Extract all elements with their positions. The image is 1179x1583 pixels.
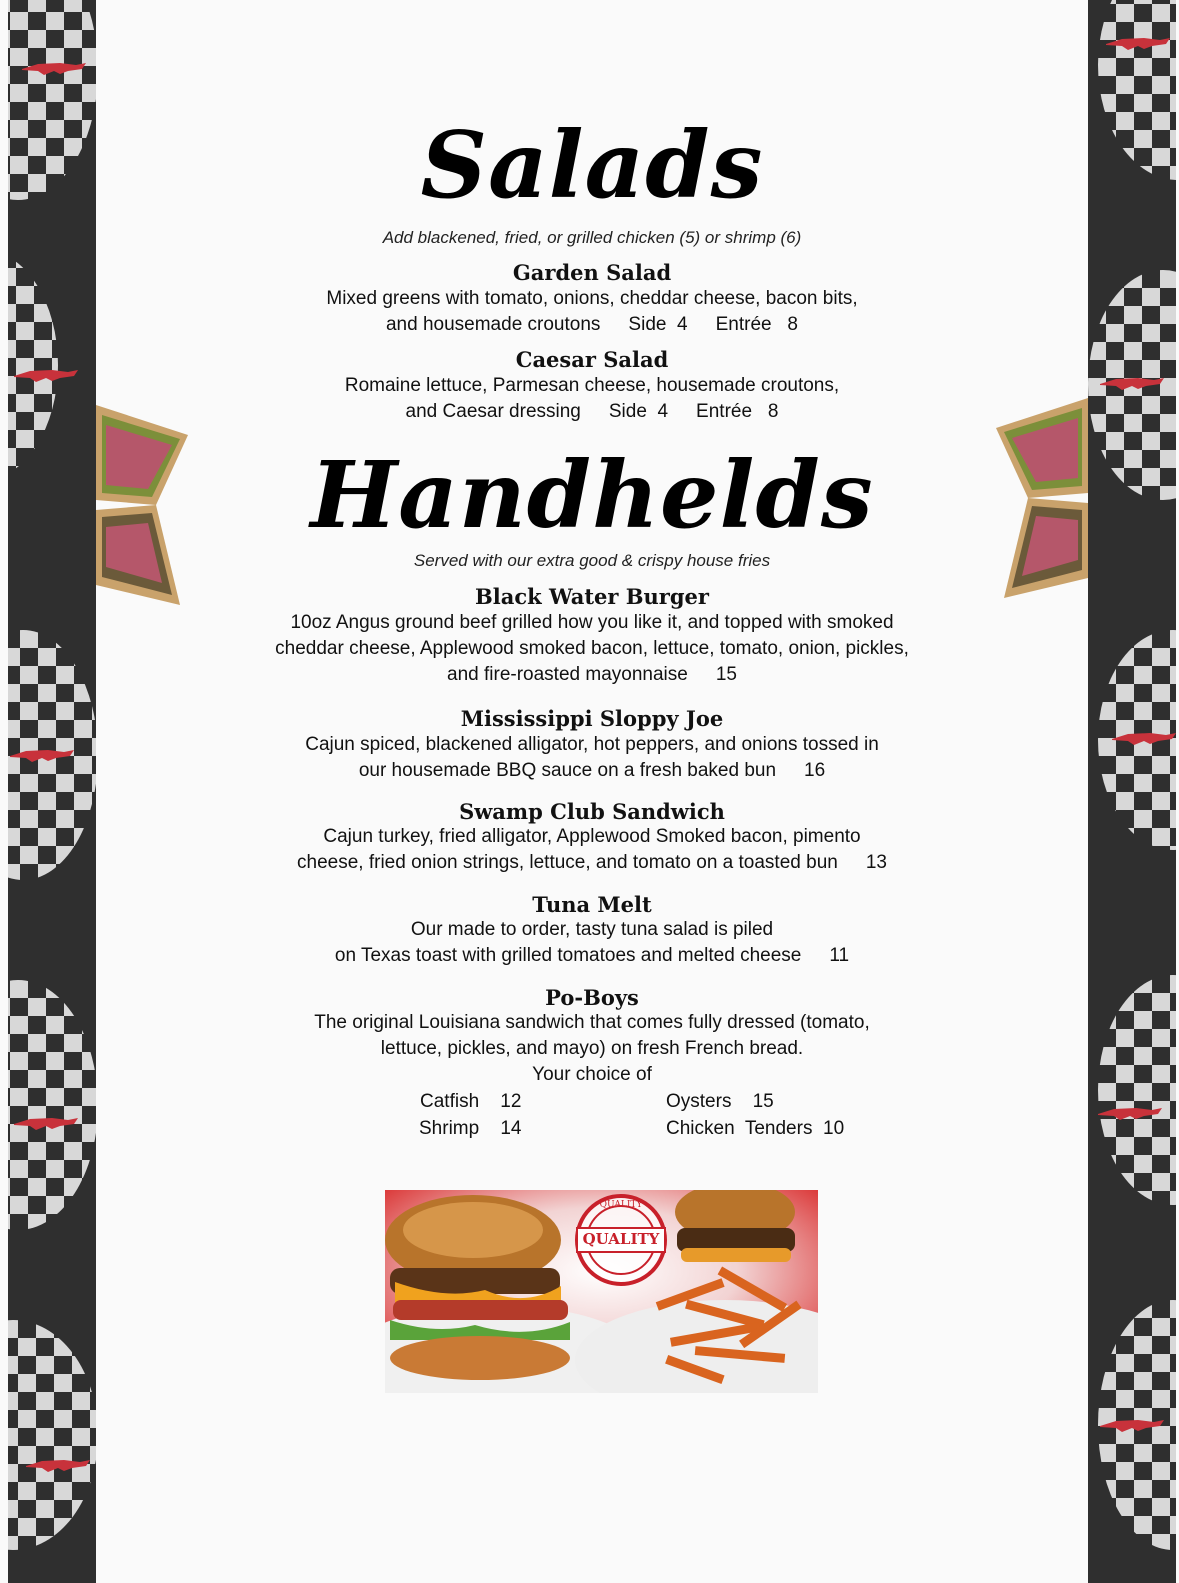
tuna-melt-desc-2: on Texas toast with grilled tomatoes and melted cheese 11 bbox=[334, 945, 850, 966]
side-price: 4 bbox=[677, 314, 688, 335]
checker-circle bbox=[1098, 975, 1176, 1205]
black-water-burger-desc-1: 10oz Angus ground beef grilled how you like it, and topped with smoked bbox=[290, 612, 894, 633]
checker-circle bbox=[8, 0, 96, 200]
po-boys-desc-1: The original Louisiana sandwich that comes fully dressed (tomato, bbox=[314, 1012, 870, 1033]
side-label: Side bbox=[628, 314, 667, 335]
tuna-melt-name: Tuna Melt bbox=[532, 892, 652, 917]
black-water-burger-name: Black Water Burger bbox=[475, 584, 709, 609]
swamp-club-desc-1: Cajun turkey, fried alligator, Applewood Smoked bacon, pimento bbox=[323, 826, 861, 847]
quality-stamp-text: QUALITY bbox=[582, 1230, 660, 1248]
quality-stamp-ring-text: QUALITY bbox=[599, 1200, 643, 1210]
caesar-salad-desc-2: and Caesar dressing Side 4 Entrée 8 bbox=[405, 401, 779, 422]
caesar-salad-desc-1: Romaine lettuce, Parmesan cheese, housemade croutons, bbox=[344, 375, 840, 396]
burger-photo bbox=[385, 1190, 818, 1393]
caesar-salad-name: Caesar Salad bbox=[515, 347, 669, 372]
item-price: 13 bbox=[865, 852, 887, 873]
salads-heading: Salads bbox=[420, 111, 764, 219]
tuna-melt-desc-1: Our made to order, tasty tuna salad is piled bbox=[410, 919, 774, 940]
sloppy-joe-desc-2: our housemade BBQ sauce on a fresh baked bun 16 bbox=[358, 760, 826, 781]
side-label: Side bbox=[608, 401, 647, 422]
alligator-icon bbox=[24, 1452, 92, 1476]
po-boys-name: Po-Boys bbox=[545, 985, 639, 1010]
alligator-icon bbox=[8, 742, 76, 766]
alligator-icon bbox=[1110, 725, 1178, 749]
salads-subtitle: Add blackened, fried, or grilled chicken (5) or shrimp (6) bbox=[382, 228, 802, 247]
alligator-icon bbox=[1096, 1100, 1164, 1124]
po-boys-desc-3: Your choice of bbox=[532, 1064, 652, 1085]
alligator-icon bbox=[1098, 1412, 1166, 1436]
alligator-icon bbox=[1104, 30, 1172, 54]
alligator-icon bbox=[12, 1110, 80, 1134]
checker-circle bbox=[8, 1320, 96, 1550]
garden-salad-name: Garden Salad bbox=[512, 260, 672, 285]
alligator-icon bbox=[1098, 370, 1166, 394]
po-boy-option-shrimp: Shrimp 14 bbox=[419, 1118, 522, 1139]
right-checkered-border bbox=[1088, 0, 1176, 1583]
item-price: 16 bbox=[804, 760, 826, 781]
garden-salad-desc-2: and housemade croutons Side 4 Entrée 8 bbox=[385, 314, 798, 335]
garden-salad-desc-1: Mixed greens with tomato, onions, cheddar cheese, bacon bits, bbox=[326, 288, 858, 309]
handhelds-subtitle: Served with our extra good & crispy house fries bbox=[413, 551, 771, 570]
item-price: 15 bbox=[715, 664, 737, 685]
entree-label: Entrée bbox=[715, 314, 772, 335]
black-water-burger-desc-2: cheddar cheese, Applewood smoked bacon, lettuce, tomato, onion, pickles, bbox=[275, 638, 909, 659]
checker-circle bbox=[1098, 0, 1176, 180]
entree-price: 8 bbox=[767, 401, 779, 422]
swamp-club-name: Swamp Club Sandwich bbox=[459, 799, 725, 824]
left-checkered-border bbox=[8, 0, 96, 1583]
po-boy-option-catfish: Catfish 12 bbox=[420, 1091, 522, 1112]
black-water-burger-desc-3: and fire-roasted mayonnaise 15 bbox=[447, 664, 737, 685]
checker-circle bbox=[8, 980, 96, 1230]
item-price: 11 bbox=[829, 945, 850, 966]
handhelds-heading: Handhelds bbox=[310, 441, 874, 549]
po-boys-desc-2: lettuce, pickles, and mayo) on fresh French bread. bbox=[380, 1038, 804, 1059]
po-boy-option-oysters: Oysters 15 bbox=[666, 1091, 774, 1112]
sloppy-joe-desc-1: Cajun spiced, blackened alligator, hot peppers, and onions tossed in bbox=[305, 734, 879, 755]
po-boy-option-chicken-tenders: Chicken Tenders 10 bbox=[666, 1118, 845, 1139]
side-price: 4 bbox=[657, 401, 669, 422]
entree-label: Entrée bbox=[696, 401, 753, 422]
swamp-club-desc-2: cheese, fried onion strings, lettuce, and tomato on a toasted bun 13 bbox=[297, 852, 887, 873]
alligator-icon bbox=[12, 362, 80, 386]
alligator-icon bbox=[20, 55, 88, 79]
entree-price: 8 bbox=[787, 314, 798, 335]
sloppy-joe-name: Mississippi Sloppy Joe bbox=[460, 706, 724, 731]
